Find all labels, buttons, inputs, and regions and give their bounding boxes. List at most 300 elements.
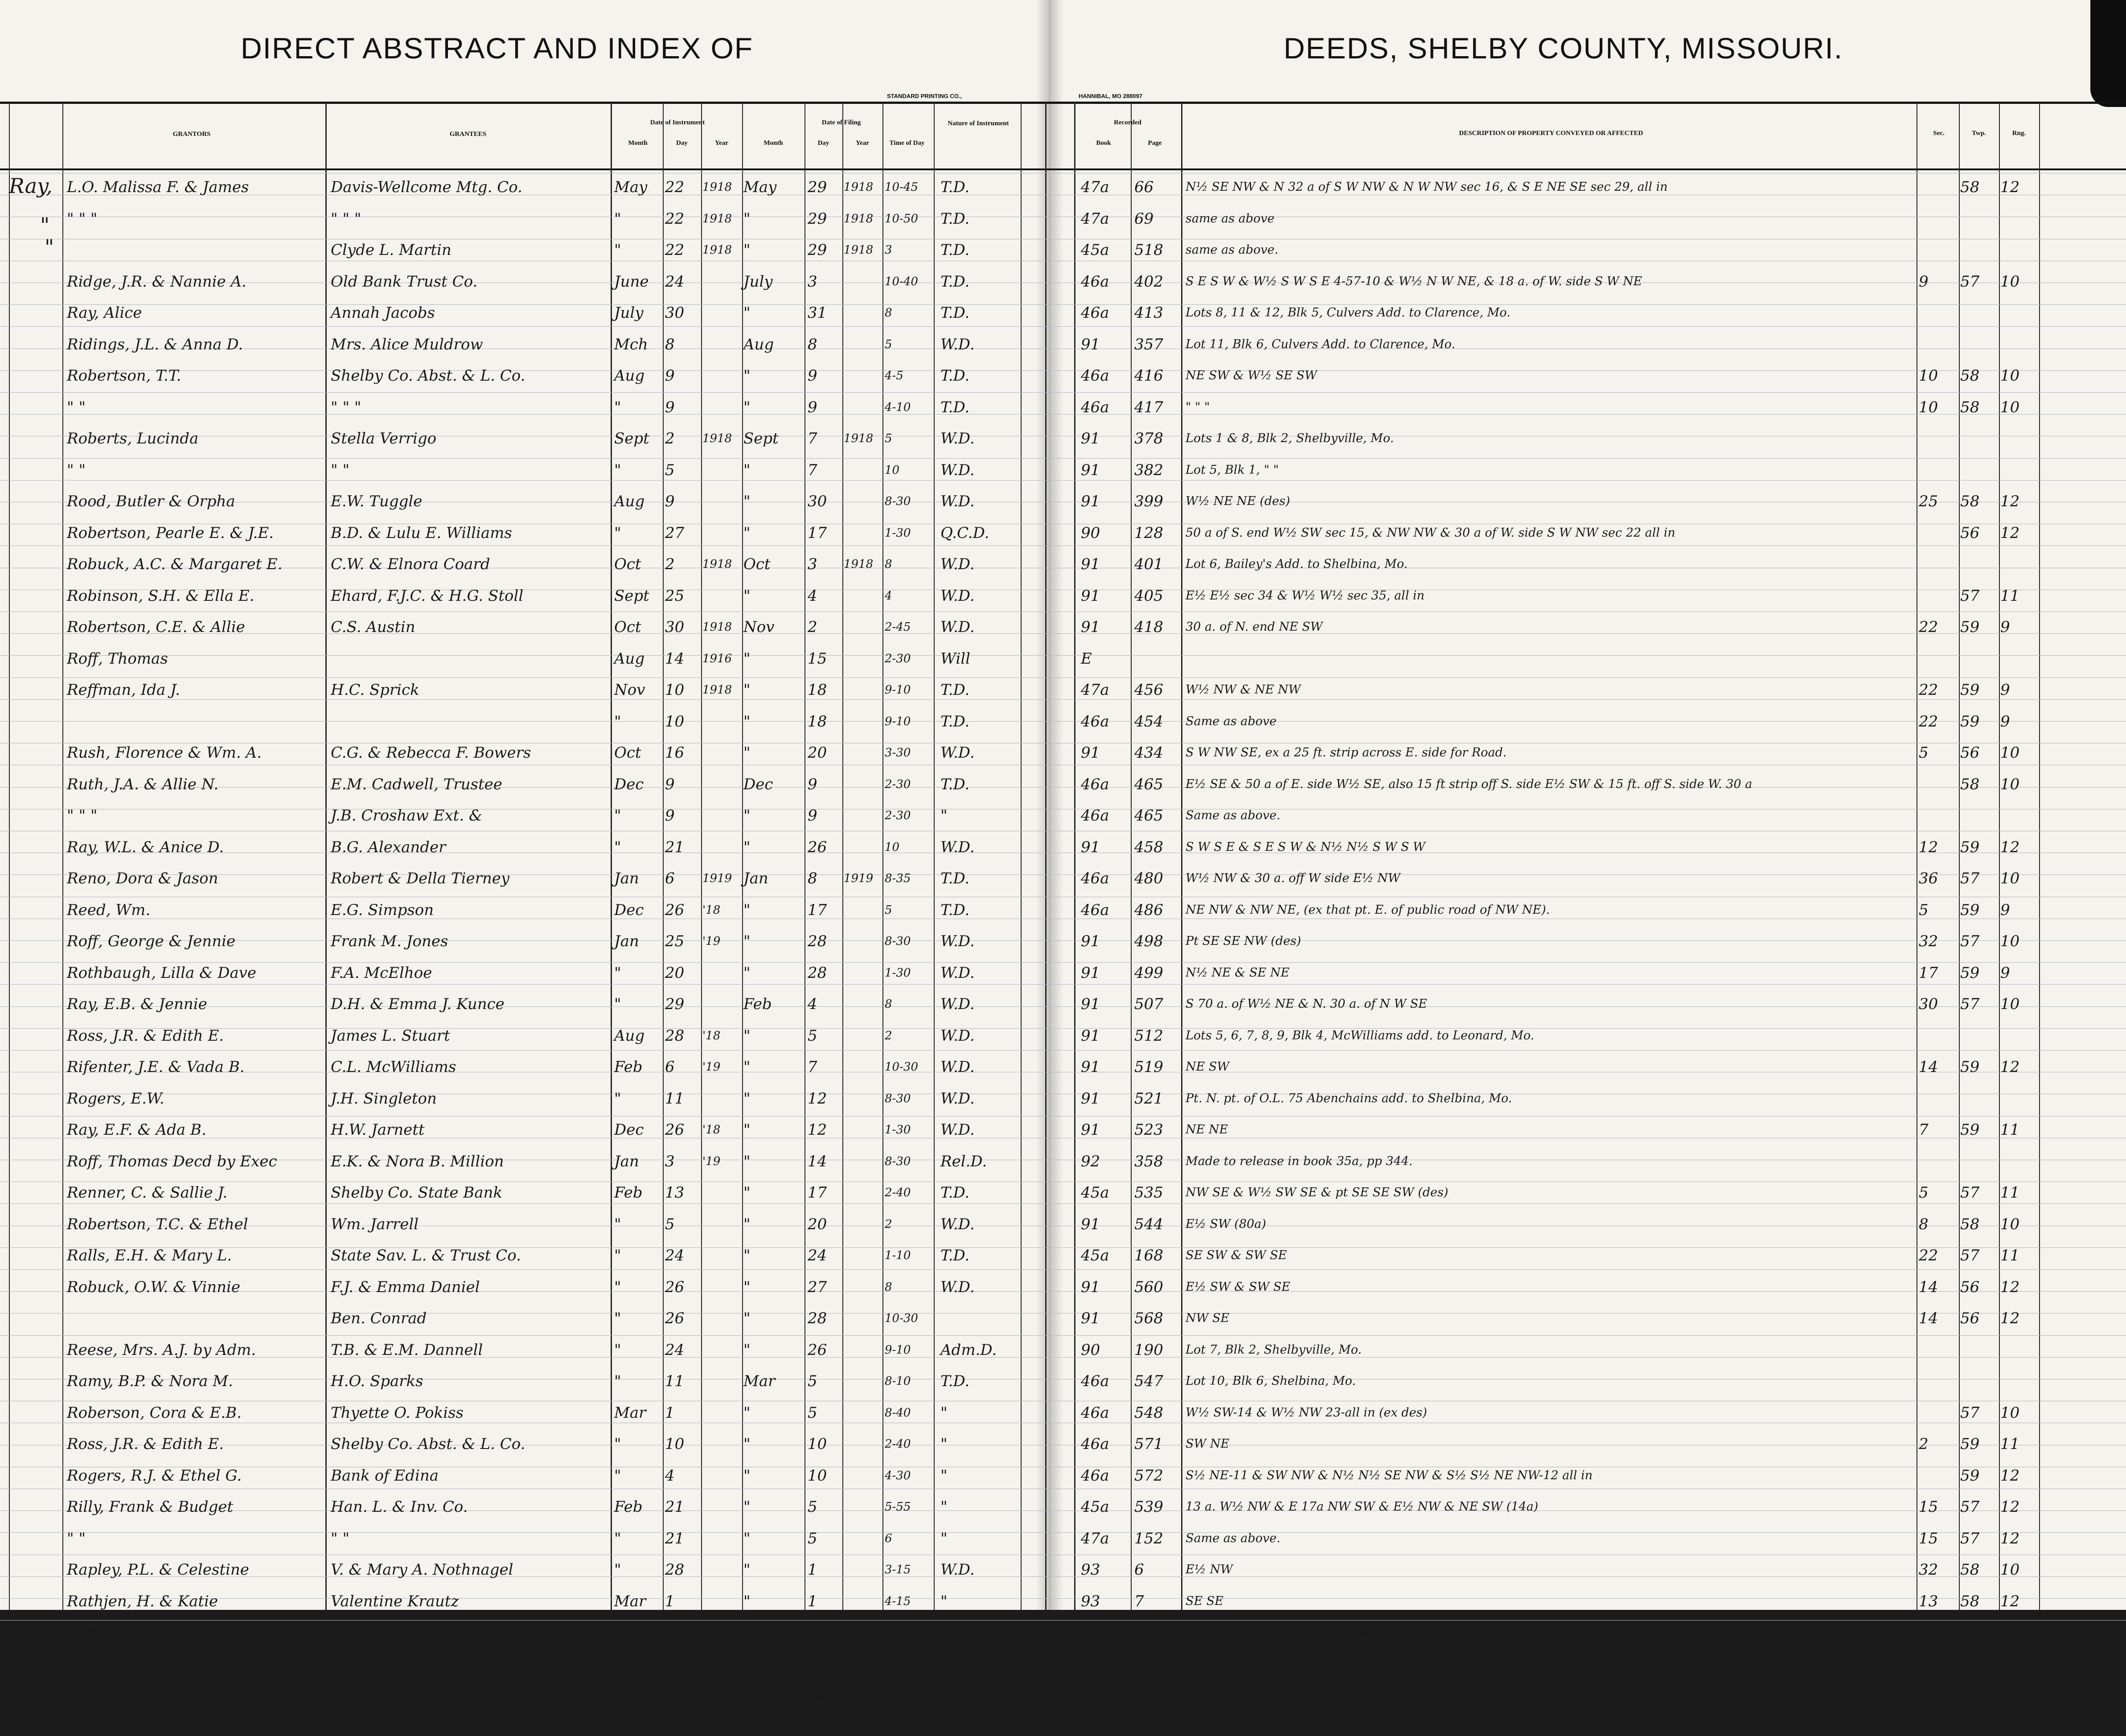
cell-id: 26	[665, 1309, 685, 1327]
cell-page: 63	[1134, 1655, 1154, 1673]
column-rule	[663, 102, 664, 1610]
cell-nature: T.D.	[940, 1184, 970, 1202]
cell-book: 93	[1081, 1592, 1100, 1610]
cell-page: 465	[1134, 807, 1163, 825]
cell-desc: E½ SE & 50 a of E. side W½ SE, also 15 ft strip off S. side E½ SW & 15 ft. off S. side W. 30 a	[1186, 777, 1753, 791]
cell-time: 2-30	[885, 652, 911, 665]
cell-rng: 10	[2000, 1561, 2020, 1579]
cell-fd: 17	[808, 524, 827, 542]
cell-book: 91	[1081, 1027, 1100, 1045]
cell-grantor: Ralls, E.H. & Mary L.	[67, 1247, 232, 1264]
cell-grantor: Ruth, J.A. & Allie N.	[67, 776, 219, 793]
cell-sec: 15	[1919, 1530, 1938, 1547]
cell-fd: 12	[808, 1090, 827, 1108]
cell-im: May	[614, 178, 648, 196]
cell-book: 91	[1081, 1309, 1100, 1327]
cell-nature: T.D.	[940, 398, 970, 416]
header-grantees: GRANTEES	[449, 131, 487, 138]
cell-book: 45a	[1081, 1247, 1109, 1264]
cell-grantor: Reffman, Ida J.	[67, 681, 180, 699]
column-rule	[325, 102, 327, 1610]
cell-page: 358	[1134, 1153, 1163, 1170]
cell-twp: 57	[1960, 1530, 1980, 1547]
cell-grantor: Ray, E.B. & Jennie	[67, 995, 207, 1013]
cell-time: 8-30	[885, 935, 911, 948]
cell-grantee: J.B. Croshaw Ext. &	[331, 807, 483, 825]
cell-book: 46a	[1081, 304, 1109, 322]
cell-grantor: " "	[67, 1530, 86, 1547]
header-description: DESCRIPTION OF PROPERTY CONVEYED OR AFFECTED	[1459, 130, 1643, 137]
cell-fd: 17	[808, 1184, 827, 1202]
header-nature: Nature of Instrument	[948, 120, 1009, 127]
cell-rng: 10	[2000, 870, 2020, 887]
cell-grantee: Thyette O. Pokiss	[331, 1404, 464, 1422]
cell-page: 357	[1134, 336, 1163, 353]
cell-im: Mch	[614, 336, 648, 353]
cell-id: 26	[665, 901, 685, 919]
cell-grantee: H.W. Jarnett	[331, 1121, 425, 1139]
cell-rng: 10	[2000, 932, 2020, 950]
cell-fd: 14	[808, 1687, 827, 1704]
column-rule	[804, 102, 805, 1610]
cell-time: 8	[885, 558, 892, 571]
cell-fm: Mar	[743, 1372, 776, 1390]
cell-id: 27	[665, 524, 685, 542]
cell-fd: 4	[808, 995, 817, 1013]
cell-rng: 10	[2000, 744, 2020, 762]
cell-iy: 1918	[702, 432, 732, 445]
cell-twp: 59	[1960, 901, 1980, 919]
cell-fm: "	[743, 210, 751, 228]
cell-nature: W.D.	[940, 430, 975, 447]
cell-im: "	[614, 1309, 621, 1327]
cell-rng: 9	[2000, 713, 2010, 731]
cell-id: 27	[665, 1718, 685, 1736]
cell-im: Aug	[614, 1027, 645, 1045]
cell-page: 544	[1134, 1215, 1163, 1233]
cell-time: 8-35	[885, 872, 911, 885]
cell-nature: T.D.	[940, 304, 970, 322]
cell-iy: '19	[702, 1720, 721, 1734]
cell-id: 10	[665, 713, 685, 731]
cell-sec: 22	[1919, 618, 1938, 636]
cell-desc: W½ SW-14 & W½ NW 23-all in (ex des)	[1186, 1406, 1427, 1420]
cell-sec: 11	[1919, 1655, 1938, 1673]
cell-sec: 25	[1919, 492, 1938, 510]
cell-fm: Aug	[743, 336, 774, 353]
cell-nature: T.D.	[940, 1372, 970, 1390]
cell-desc: W½ NE NE (des)	[1186, 494, 1290, 508]
cell-grantor: Ramy, B.P. & Nora M.	[67, 1372, 233, 1390]
cell-fd: 7	[808, 430, 817, 447]
cell-grantor: Ross, J.R. & Edith E.	[67, 1435, 224, 1453]
cell-fd: 9	[808, 776, 817, 793]
cell-twp: 58	[1960, 1215, 1980, 1233]
cell-fd: 27	[808, 1278, 827, 1296]
cell-desc: Lot 7, Blk 2, Shelbyville, Mo.	[1186, 1343, 1362, 1357]
cell-sec: 8	[1919, 1215, 1929, 1233]
cell-grantor: Ridge, J.R. & Nannie A.	[67, 273, 246, 291]
column-rule	[611, 102, 612, 1610]
cell-nature: W.D.	[940, 1027, 975, 1045]
cell-id: 20	[665, 964, 685, 982]
cell-nature: "	[940, 1687, 948, 1704]
cell-nature: "	[940, 1530, 948, 1547]
cell-page: 519	[1134, 1058, 1163, 1076]
cell-im: "	[614, 1278, 621, 1296]
cell-iy: 1918	[702, 181, 732, 194]
cell-twp: 59	[1960, 681, 1980, 699]
cell-desc: Lots 1 & 8, Blk 2, Shelbyville, Mo.	[1186, 431, 1394, 445]
cell-im: Oct	[614, 744, 641, 762]
cell-grantee: Ben. Conrad	[331, 1309, 427, 1327]
cell-time: 4-5	[885, 369, 903, 382]
cell-fd: 28	[808, 932, 827, 950]
cell-fm: "	[743, 461, 751, 479]
cell-page: 512	[1134, 1027, 1163, 1045]
cell-fm: "	[743, 650, 751, 668]
header-rng: Rng.	[2012, 130, 2026, 137]
cell-time: 4	[885, 589, 892, 603]
cell-book: 46a	[1081, 367, 1109, 385]
cell-time: 10-45	[885, 181, 918, 194]
cell-twp: 58	[1960, 367, 1980, 385]
cell-fm: "	[743, 492, 751, 510]
cell-im: Aug	[614, 367, 645, 385]
column-rule	[1181, 102, 1182, 1610]
cell-im: Feb	[614, 1184, 643, 1202]
cell-twp: 59	[1960, 1435, 1980, 1453]
cell-id: 10	[665, 1435, 685, 1453]
cell-twp: 59	[1960, 1121, 1980, 1139]
cell-time: 10	[885, 464, 900, 477]
cell-grantee: Valentine Krautz	[331, 1592, 459, 1610]
cell-page: 152	[1134, 1530, 1163, 1547]
column-rule	[701, 102, 702, 1610]
cell-fm: "	[743, 1184, 751, 1202]
cell-grantor: Rathjen, H. & Katie	[67, 1592, 218, 1610]
column-rule	[1959, 102, 1960, 1610]
cell-grantor: Roberson, Cora & E.B.	[67, 1404, 242, 1422]
cell-fd: 8	[808, 336, 817, 353]
row-rule	[0, 1620, 2126, 1621]
cell-sec: 22	[1919, 713, 1938, 731]
cell-im: "	[614, 1215, 621, 1233]
cell-fm: "	[743, 1687, 751, 1704]
cell-page: 416	[1134, 367, 1163, 385]
cell-im: Aug	[614, 492, 645, 510]
cell-twp: 56	[1960, 1309, 1980, 1327]
cell-fm: "	[743, 524, 751, 542]
cell-twp: 58	[1960, 398, 1980, 416]
cell-id: 22	[665, 210, 685, 228]
cell-time: 9-10	[885, 1343, 911, 1357]
cell-iy: 1916	[702, 652, 732, 665]
cell-grantor: " "	[67, 398, 86, 416]
cell-nature: W.D.	[940, 1278, 975, 1296]
cell-id: 28	[665, 1624, 685, 1642]
cell-book: 91	[1081, 744, 1100, 762]
cell-nature: "	[940, 1624, 948, 1642]
cell-rng: 11	[2000, 1121, 2020, 1139]
cell-fd: 5	[808, 1404, 817, 1422]
cell-grantor: Roff, George & Jennie	[67, 932, 236, 950]
cell-grantee: Robert & Della Tierney	[331, 870, 510, 887]
cell-fm: "	[743, 807, 751, 825]
cell-time: 6	[885, 1532, 892, 1545]
cell-page: 572	[1134, 1467, 1163, 1485]
cell-iy: '18	[702, 1689, 721, 1702]
cell-rng: 12	[2000, 492, 2020, 510]
header-file-month: Month	[763, 140, 783, 147]
header-twp: Twp.	[1972, 130, 1986, 137]
cell-desc: NW SW-14, also all that pt SE-15, by N. of right of way of C.B.&Q. R.R. (ex des 117.73a) also	[1186, 1720, 1752, 1734]
cell-book: 46a	[1081, 398, 1109, 416]
cell-fd: 26	[808, 838, 827, 856]
cell-fd: 20	[808, 1718, 827, 1736]
cell-page: 521	[1134, 1090, 1163, 1108]
cell-grantor: Rifenter, J.E. & Vada B.	[67, 1058, 245, 1076]
cell-book: 91	[1081, 430, 1100, 447]
cell-book: 91	[1081, 838, 1100, 856]
cell-iy: '19	[702, 1060, 721, 1074]
row-rule	[0, 962, 2126, 963]
cell-sec: 32	[1919, 1561, 1938, 1579]
cell-rng: 12	[2000, 1592, 2020, 1610]
cell-grantee: C.L. McWilliams	[331, 1058, 456, 1076]
cell-book: 91	[1081, 461, 1100, 479]
cell-im: "	[614, 1435, 621, 1453]
header-page: Page	[1148, 140, 1162, 147]
cell-desc: Lots 8, 11 & 12, Blk 5, Culvers Add. to Clarence, Mo.	[1186, 306, 1510, 320]
cell-twp: 56	[1960, 1655, 1980, 1673]
cell-grantee: H.C. Sprick	[331, 681, 419, 699]
cell-id: 28	[665, 1027, 685, 1045]
cell-time: 2-45	[885, 620, 911, 634]
cell-book: 47a	[1081, 1530, 1109, 1547]
row-rule	[0, 677, 2126, 678]
cell-twp: 57	[1960, 870, 1980, 887]
cell-im: Oct	[614, 618, 641, 636]
cell-im: "	[614, 210, 621, 228]
row-rule	[0, 1203, 2126, 1204]
cell-time: 1-10	[885, 1249, 911, 1262]
cell-im: Mar	[614, 1592, 646, 1610]
cell-fm: "	[743, 1341, 751, 1359]
cell-grantor: Reno, Dora & Jason	[67, 870, 218, 887]
cell-fm: Sept	[743, 430, 779, 447]
cell-fm: "	[743, 304, 751, 322]
cell-iy: 1918	[702, 212, 732, 226]
cell-book: 47a	[1081, 178, 1109, 196]
cell-sec: 15	[1919, 1498, 1938, 1516]
cell-fm: "	[743, 1153, 751, 1170]
cell-sec: 30	[1919, 995, 1938, 1013]
cell-grantee: Bank of Edina	[331, 1467, 439, 1485]
cell-rng: 10	[2000, 995, 2020, 1013]
cell-page: 399	[1134, 492, 1163, 510]
cell-desc: 13 a. W½ NW & E 17a NW SW & E½ NW & NE SW (14a)	[1186, 1500, 1539, 1514]
cell-nature: T.D.	[940, 367, 970, 385]
cell-time: 9-10	[885, 715, 911, 728]
margin-note: Ray,	[9, 174, 53, 198]
cell-id: 30	[665, 618, 685, 636]
cell-grantee: Frank M. Jones	[331, 932, 448, 950]
cell-nature: "	[940, 1435, 948, 1453]
cell-nature: "	[940, 807, 948, 825]
cell-nature: W.D.	[940, 995, 975, 1013]
cell-im: Feb	[614, 1058, 643, 1076]
cell-book: 91	[1081, 336, 1100, 353]
cell-fd: 12	[808, 1121, 827, 1139]
cell-book: 93	[1081, 1687, 1100, 1704]
cell-time: 8	[885, 1280, 892, 1294]
cell-book: 46a	[1081, 1435, 1109, 1453]
cell-grantor: Roberts, Lucinda	[67, 430, 199, 447]
cell-nature: T.D.	[940, 776, 970, 793]
cell-im: July	[614, 304, 644, 322]
cell-grantee: F.A. McElhoe	[331, 964, 432, 982]
cell-id: 21	[665, 1498, 685, 1516]
cell-book: 46a	[1081, 807, 1109, 825]
cell-grantee: C.E. Dehner	[331, 1624, 424, 1642]
cell-twp: 57	[1960, 1247, 1980, 1264]
cell-desc: Lot 11, Blk 6, Culvers Add. to Clarence, Mo.	[1186, 337, 1456, 351]
cell-grantor: Robertson, T.C. & Ethel	[67, 1215, 248, 1233]
cell-twp: 58	[1960, 776, 1980, 793]
cell-grantor: Rapley, P.L. & Celestine	[67, 1561, 249, 1579]
cell-page: 523	[1134, 1121, 1163, 1139]
cell-page: 7	[1134, 1592, 1144, 1610]
cell-im: Feb	[614, 1718, 643, 1736]
cell-twp: 56	[1960, 524, 1980, 542]
cell-book: 91	[1081, 964, 1100, 982]
cell-desc: S W NW SE, ex a 25 ft. strip across E. side for Road.	[1186, 746, 1507, 759]
cell-nature: Will	[940, 650, 970, 668]
cell-fd: 20	[808, 744, 827, 762]
cell-fd: 30	[808, 492, 827, 510]
cell-time: 2	[885, 1218, 892, 1231]
cell-grantee: " " "	[331, 398, 361, 416]
cell-grantee: " " "	[331, 210, 361, 228]
page-corner-shadow	[2090, 0, 2126, 107]
cell-fm: "	[743, 1247, 751, 1264]
cell-fd: 10	[808, 1467, 827, 1485]
cell-time: 8	[885, 306, 892, 320]
cell-fd: 28	[808, 964, 827, 982]
row-rule	[0, 458, 2126, 459]
cell-desc: W½ SW (80a)	[1186, 1657, 1270, 1671]
cell-nature: T.D.	[940, 178, 970, 196]
cell-grantee: Stella Verrigo	[331, 430, 437, 447]
cell-grantee: V. & Mary A. Nothnagel	[331, 1561, 513, 1579]
cell-grantee: Shelby Co. State Bank	[331, 1184, 503, 1202]
cell-fd: 8	[808, 870, 817, 887]
cell-fd: 17	[808, 901, 827, 919]
cell-grantor: Ridgway, S.H. & Addie M.	[67, 1655, 266, 1673]
row-rule	[0, 611, 2126, 612]
cell-id: 9	[665, 367, 675, 385]
cell-rng: 12	[2000, 1467, 2020, 1485]
column-rule	[9, 102, 10, 1610]
cell-desc: 50 a of S. end W½ SW sec 15, & NW NW & 30 a of W. side S W NW sec 22 all in	[1186, 526, 1675, 540]
header-grantors: GRANTORS	[172, 131, 211, 138]
cell-twp: 58	[1960, 1592, 1980, 1610]
cell-fd: 18	[808, 713, 827, 731]
cell-fd: 15	[808, 650, 827, 668]
cell-grantor: Ross, J.R. & Edith E.	[67, 1027, 224, 1045]
cell-id: 26	[665, 1278, 685, 1296]
cell-nature: W.D.	[940, 1215, 975, 1233]
cell-fd: 29	[808, 210, 827, 228]
cell-page: 382	[1134, 461, 1163, 479]
cell-sec: 22	[1919, 681, 1938, 699]
cell-book: 45a	[1081, 1498, 1109, 1516]
cell-im: Aug	[614, 650, 645, 668]
cell-page: 454	[1134, 713, 1163, 731]
cell-grantee: F.J. & Emma Daniel	[331, 1278, 480, 1296]
cell-grantee: Shelby Co. Abst. & L. Co.	[331, 1435, 525, 1453]
cell-desc: E½ E½ sec 34 & W½ W½ sec 35, all in	[1186, 589, 1425, 603]
cell-id: 11	[665, 1090, 685, 1108]
cell-twp: 59	[1960, 713, 1980, 731]
header-date-instrument: Date of Instrument	[650, 119, 705, 126]
cell-grantor: L.O. Malissa F. & James	[67, 178, 249, 196]
cell-fm: "	[743, 1027, 751, 1045]
cell-sec: 12	[1919, 838, 1938, 856]
column-rule	[62, 102, 63, 1610]
cell-book: 91	[1081, 1058, 1100, 1076]
printer-imprint-city: HANNIBAL, MO 288097	[1079, 93, 1143, 99]
cell-fm: Jan	[743, 870, 768, 887]
cell-fm: "	[743, 1404, 751, 1422]
cell-time: 1-30	[885, 1123, 911, 1137]
cell-im: Mar	[614, 1404, 646, 1422]
cell-book: 45a	[1081, 241, 1109, 259]
cell-nature: W.D.	[940, 1121, 975, 1139]
cell-fd: 7	[808, 1058, 817, 1076]
cell-desc: NW SE & W½ SW SE & pt SE SE SW (des)	[1186, 1186, 1449, 1199]
cell-book: 93	[1081, 1561, 1100, 1579]
cell-book: 91	[1081, 555, 1100, 573]
cell-fd: 14	[808, 1153, 827, 1170]
cell-twp: 58	[1960, 178, 1980, 196]
cell-id: 11	[665, 1372, 685, 1390]
cell-grantee: Mrs. Alice Muldrow	[331, 336, 483, 353]
cell-grantor: Renner, C. & Sallie J.	[67, 1184, 228, 1202]
cell-fm: "	[743, 1435, 751, 1453]
cell-im: "	[614, 1467, 621, 1485]
row-rule	[0, 1335, 2126, 1336]
cell-nature: W.D.	[940, 618, 975, 636]
cell-id: 22	[665, 178, 685, 196]
cell-page: 539	[1134, 1498, 1163, 1516]
cell-sec: 10	[1919, 367, 1938, 385]
cell-grantee: E.K. & Nora B. Million	[331, 1153, 504, 1170]
cell-book: E	[1081, 650, 1092, 668]
cell-nature: "	[940, 1467, 948, 1485]
cell-nature: T.D.	[940, 870, 970, 887]
cell-grantee: Old Bank Trust Co.	[331, 273, 478, 291]
cell-page: 128	[1134, 524, 1163, 542]
column-rule	[1074, 102, 1075, 1610]
cell-time: 8-30	[885, 1092, 911, 1105]
cell-rng: 10	[2000, 1215, 2020, 1233]
cell-grantor: Rilly, Frank & Budget	[67, 1498, 234, 1516]
cell-grantee: H.O. Sparks	[331, 1372, 423, 1390]
cell-nature: W.D.	[940, 1561, 975, 1579]
cell-book: 93	[1081, 1624, 1100, 1642]
